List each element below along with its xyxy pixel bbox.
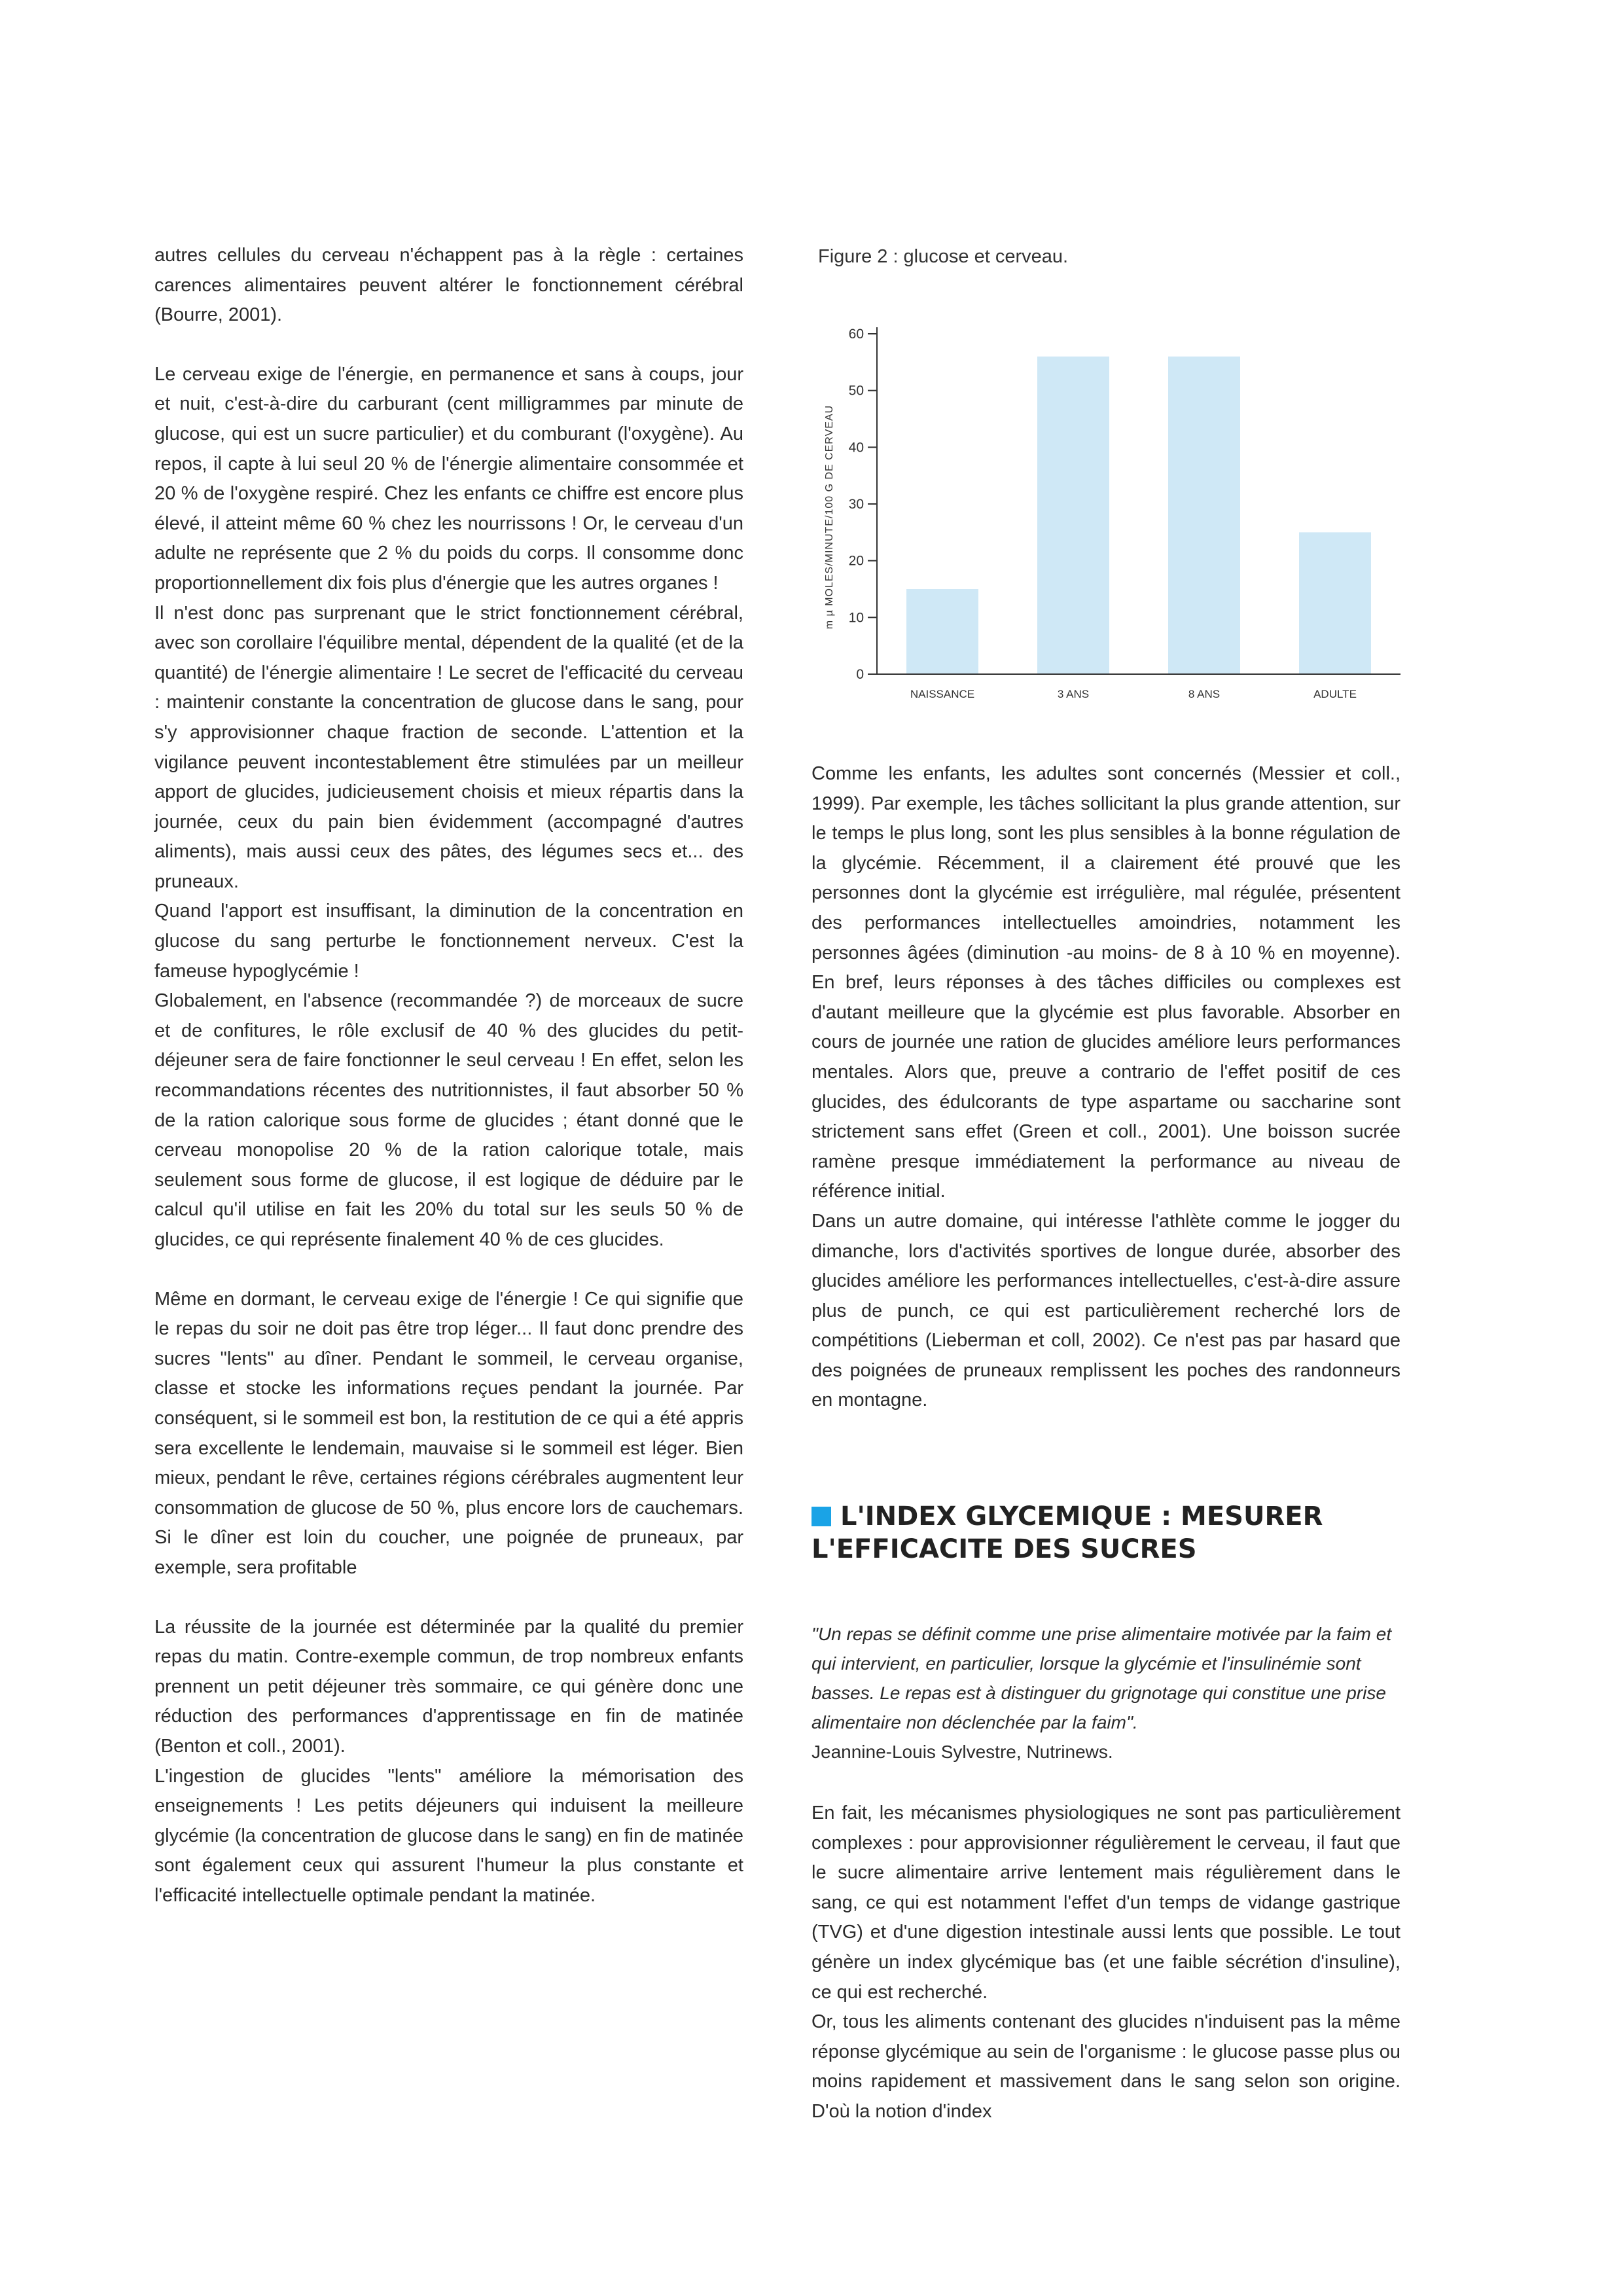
bar-naissance [906, 589, 978, 674]
paragraph: L'ingestion de glucides "lents" améliore la mémorisation des enseignements ! Les petits déjeuners qui induisent la meilleure glycémie (la concentration de glucose dans le sang) en fin de matinée sont également ceux qui assurent l'humeur la plus constante et l'efficacité intellectuelle optimale pendant la matinée. [154, 1765, 743, 1906]
paragraph: Or, tous les aliments contenant des glucides n'induisent pas la même réponse glycémique au sein de l'organisme : le glucose passe plus ou moins rapidement et massivement dans le sang selon son origine. D'où la notion d'index [812, 2011, 1400, 2122]
left-column [154, 241, 743, 1910]
x-category-label: ADULTE [1313, 688, 1357, 700]
bar-8-ans [1168, 357, 1240, 674]
bars [906, 357, 1371, 674]
paragraph: Dans un autre domaine, qui intéresse l'athlète comme le jogger du dimanche, lors d'activités sportives de longue durée, absorber des glucides améliore les performances intellectuelles, c'est-à-dire assure plus de punch, ce qui est particulièrement recherché lors de compétitions (Lieberman et coll, 2002). Ce n'est pas par hasard que des poignées de pruneaux remplissent les poches des randonneurs en montagne. [812, 1210, 1400, 1411]
paragraph: autres cellules du cerveau n'échappent pas à la règle : certaines carences alimentaires peuvent altérer le fonctionnement cérébral (Bourre, 2001). [154, 245, 743, 326]
paragraph: Comme les enfants, les adultes sont concernés (Messier et coll., 1999). Par exemple, les tâches sollicitant la plus grande attention, sur le temps le plus long, sont les plus sensibles à la bonne régulation de la glycémie. Récemment, il a clairement été prouvé que les personnes dont la glycémie est irrégulière, mal régulée, présentent des performances intellectuelles amoindries, notamment les personnes âgées (diminution -au moins- de 8 à 10 % en moyenne). En bref, leurs réponses à des tâches difficiles ou complexes est d'autant meilleure que la glycémie est plus favorable. Absorber en cours de journée une ration de glucides améliore leurs performances mentales. Alors que, preuve a contrario de l'effet positif de ces glucides, des édulcorants de type aspartame ou saccharine sont strictement sans effet (Green et coll., 2001). Une boisson sucrée ramène presque immédiatement la performance au niveau de référence initial. [812, 763, 1400, 1202]
section-heading-line: L'EFFICACITE DES SUCRES [812, 1534, 1197, 1564]
y-tick-label: 60 [848, 327, 864, 342]
quote-text: "Un repas se définit comme une prise alimentaire motivée par la faim et qui intervient, en particulier, lorsque la glycémie et l'insulinémie sont basses. Le repas est à distinguer du grignotage qui constitue une prise alimentaire non déclenchée par la faim". [812, 1624, 1392, 1732]
y-tick-label: 50 [848, 383, 864, 399]
paragraph: Le cerveau exige de l'énergie, en permanence et sans à coups, jour et nuit, c'est-à-dire du carburant (cent milligrammes par minute de glucose, qui est un sucre particulier) et du comburant (l'oxygène). Au repos, il capte à lui seul 20 % de l'énergie alimentaire consommée et 20 % de l'oxygène respiré. Chez les enfants ce chiffre est encore plus élevé, il atteint même 60 % chez les nourrissons ! Or, le cerveau d'un adulte ne représente que 2 % du poids du corps. Il consomme donc proportionnellement dix fois plus d'énergie que les autres organes ! [154, 363, 743, 594]
x-category-label: 8 ANS [1188, 688, 1221, 700]
quote-author: Jeannine-Louis Sylvestre, Nutrinews. [812, 1742, 1113, 1762]
bar-3-ans [1037, 357, 1109, 674]
paragraph: Quand l'apport est insuffisant, la diminution de la concentration en glucose du sang perturbe le fonctionnement nerveux. C'est la fameuse hypoglycémie ! [154, 901, 743, 982]
y-tick-label: 0 [856, 667, 864, 682]
section-heading [812, 1500, 1400, 1566]
y-axis-label: m µ MOLES/MINUTE/100 G DE CERVEAU [824, 404, 835, 630]
x-category-label: 3 ANS [1057, 688, 1090, 700]
right-column-bottom [812, 1799, 1400, 2127]
y-axis-ticks [849, 327, 877, 682]
section-heading-text: L'INDEX GLYCEMIQUE : MESURER [840, 1501, 1323, 1532]
y-axis-label-group [824, 405, 835, 629]
figure-caption: Figure 2 : glucose et cerveau. [818, 246, 1069, 267]
y-tick-label: 40 [848, 440, 864, 456]
paragraph: La réussite de la journée est déterminée par la qualité du premier repas du matin. Contre-exemple commun, de trop nombreux enfants prennent un petit déjeuner très sommaire, ce qui génère donc une réduction des performances d'apprentissage en fin de matinée (Benton et coll., 2001). [154, 1616, 743, 1757]
bar-adulte [1299, 532, 1371, 674]
section-heading-line [812, 1500, 1400, 1533]
x-category-label: NAISSANCE [910, 688, 975, 700]
paragraph: Même en dormant, le cerveau exige de l'énergie ! Ce qui signifie que le repas du soir ne doit pas être trop léger... Il faut donc prendre des sucres "lents" au dîner. Pendant le sommeil, le cerveau organise, classe et stocke les informations reçues pendant la journée. Par conséquent, si le sommeil est bon, la restitution de ce qui a été appris sera excellente le lendemain, mauvaise si le sommeil est léger. Bien mieux, pendant le rêve, certaines régions cérébrales augmentent leur consommation de glucose de 50 %, plus encore lors de cauchemars. Si le dîner est loin du coucher, une poignée de pruneaux, par exemple, sera profitable [154, 1288, 743, 1578]
y-tick-label: 10 [848, 610, 864, 626]
section-square-icon [812, 1507, 831, 1526]
paragraph: Globalement, en l'absence (recommandée ?) de morceaux de sucre et de confitures, le rôle exclusif de 40 % des glucides du petit-déjeuner sera de faire fonctionner le seul cerveau ! En effet, selon les recommandations récentes des nutritionnistes, il faut absorber 50 % de la ration calorique sous forme de glucides ; étant donné que le cerveau monopolise 20 % de la ration calorique totale, mais seulement sous forme de glucose, il est logique de déduire par le calcul qu'il utilise en fait les 20% du total sur les seuls 50 % de glucides, ce qui représente finalement 40 % de ces glucides. [154, 990, 743, 1250]
right-column-top [812, 759, 1400, 1416]
paragraph: Il n'est donc pas surprenant que le strict fonctionnement cérébral, avec son corollaire l'équilibre mental, dépendent de la qualité (et de la quantité) de l'énergie alimentaire ! Le secret de l'efficacité du cerveau : maintenir constante la concentration de glucose dans le sang, pour s'y approvisionner chaque fraction de seconde. L'attention et la vigilance peuvent incontestablement être stimulées par un meilleur apport de glucides, judicieusement choisis et mieux répartis dans la journée, ceux du pain bien évidemment (accompagné d'autres aliments), mais aussi ceux des pâtes, des légumes secs et... des pruneaux. [154, 602, 743, 892]
paragraph: En fait, les mécanismes physiologiques ne sont pas particulièrement complexes : pour approvisionner régulièrement le cerveau, il faut que le sucre alimentaire arrive lentement mais régulièrement dans le sang, ce qui est notamment l'effet d'un temps de vidange gastrique (TVG) et d'une digestion intestinale aussi lents que possible. Le tout génère un index glycémique bas (et une faible sécrétion d'insuline), ce qui est recherché. [812, 1803, 1400, 2003]
y-tick-label: 30 [848, 497, 864, 512]
quote-block [812, 1619, 1400, 1767]
bar-chart [812, 308, 1414, 726]
x-axis-categories [910, 688, 1357, 700]
y-tick-label: 20 [848, 553, 864, 569]
